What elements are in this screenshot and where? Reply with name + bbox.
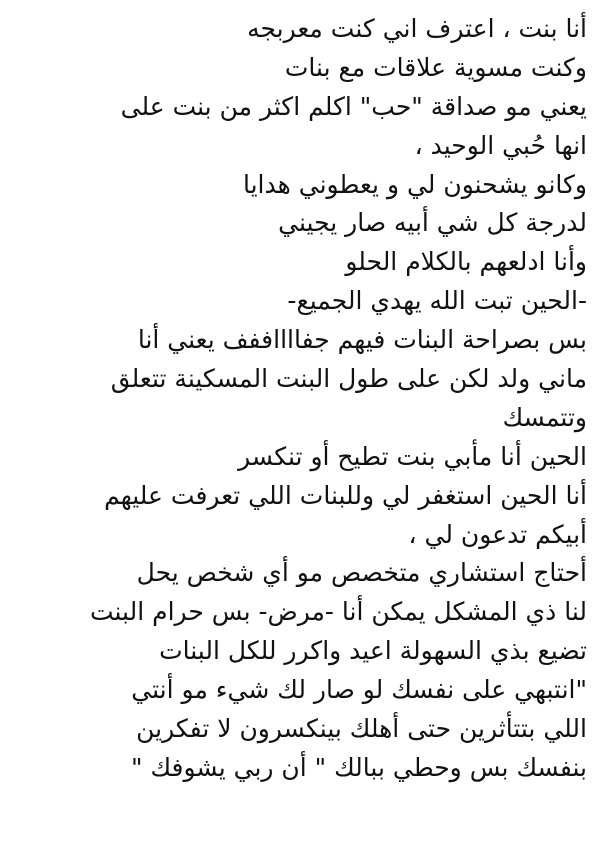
text-line-19: اللي بتتأثرين حتى أهلك بينكسرون لا تفكرين <box>136 714 587 744</box>
text-line-15: أحتاج استشاري متخصص مو أي شخص يحل <box>136 558 587 588</box>
text-line-4: انها حُبي الوحيد ، <box>414 130 587 160</box>
text-line-12: الحين أنا مأبي بنت تطيح أو تنكسر <box>238 441 587 471</box>
text-line-17: تضيع بذي السهولة اعيد واكرر للكل البنات <box>159 636 587 666</box>
text-line-3: يعني مو صداقة "حب" اكلم اكثر من بنت على <box>120 91 587 121</box>
text-line-10: ماني ولد لكن على طول البنت المسكينة تتعلق <box>110 364 587 394</box>
text-line-18: "انتبهي على نفسك لو صار لك شيء مو أنتي <box>131 675 587 705</box>
text-line-2: وكنت مسوية علاقات مع بنات <box>284 52 587 82</box>
text-line-11: وتتمسك <box>502 402 587 432</box>
text-line-5: وكانو يشحنون لي و يعطوني هدايا <box>242 169 587 199</box>
text-line-20: بنفسك بس وحطي ببالك " أن ربي يشوفك " <box>131 752 587 782</box>
text-body <box>12 10 587 788</box>
text-line-8: -الحين تبت الله يهدي الجميع- <box>287 286 587 316</box>
text-line-7: وأنا ادلعهم بالكلام الحلو <box>345 247 587 277</box>
text-line-9: بس بصراحة البنات فيهم جفااااففف يعني أنا <box>137 325 587 355</box>
text-line-13: أنا الحين استغفر لي وللبنات اللي تعرفت عليهم <box>104 480 587 510</box>
text-line-6: لدرجة كل شي أبيه صار يجيني <box>278 208 587 238</box>
text-line-16: لنا ذي المشكل يمكن أنا -مرض- بس حرام البنت <box>89 597 587 627</box>
text-line-14: أبيكم تدعون لي ، <box>408 519 587 549</box>
text-line-1: أنا بنت ، اعترف اني كنت معربجه <box>247 14 587 43</box>
